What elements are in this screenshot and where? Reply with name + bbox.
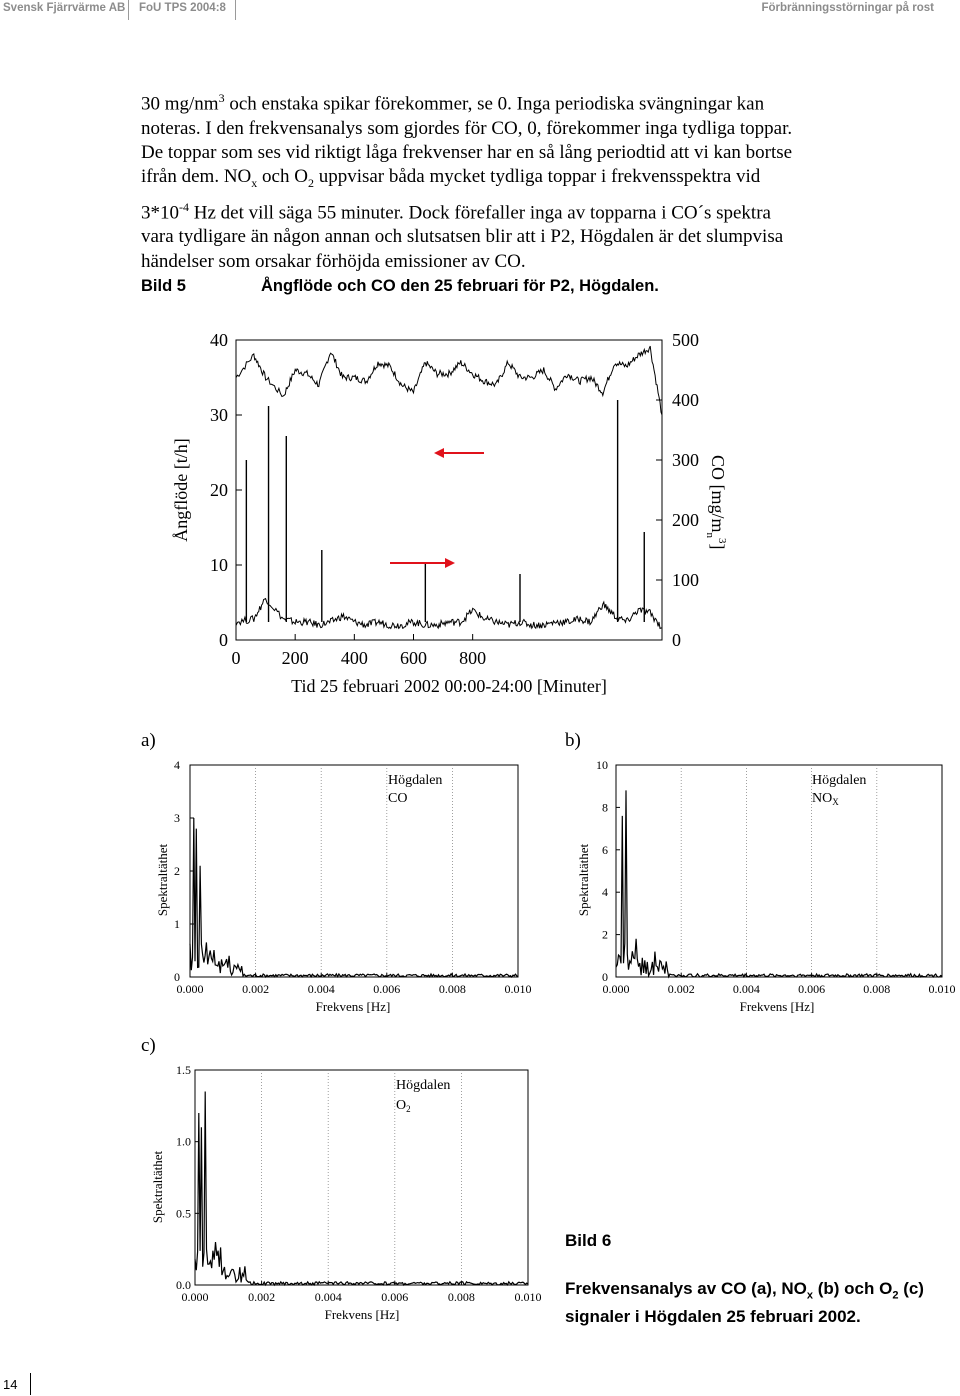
x-tick-label: 0.010 (514, 1290, 542, 1304)
y-tick-label: 4 (174, 758, 180, 772)
series-line-left (236, 346, 662, 415)
y-tick-label: 2 (174, 864, 180, 878)
body-text: 2 (307, 175, 314, 190)
body-text: händelser som orsakar förhöjda emissioner av CO. (141, 250, 526, 272)
y-tick-label: 10 (596, 758, 608, 772)
y-tick-label-right: 400 (672, 390, 699, 410)
spectrum-line (195, 1092, 528, 1286)
body-text: vara tydligare än någon annan och slutsatsen blir att i P2, Högdalen är det slumpvisa (141, 226, 784, 248)
caption-text: 2 (892, 1289, 899, 1302)
caption-text: signaler i Högdalen 25 februari 2002. (565, 1307, 861, 1327)
legend-line2 (812, 791, 839, 807)
x-tick-label: 0.002 (667, 982, 695, 996)
legend-line2-text: O (396, 1098, 407, 1113)
y-tick-label: 1.0 (176, 1134, 191, 1149)
header-org: Svensk Fjärrvärme AB (3, 2, 126, 14)
figure-label: Bild 5 (141, 277, 186, 295)
panel-label-b: b) (565, 730, 581, 751)
y-tick-label: 4 (602, 885, 608, 900)
y-axis-right-label-sup: 3 (716, 538, 728, 544)
x-tick-label: 0.000 (181, 1290, 209, 1304)
body-text: Hz det vill säga 55 minuter. Dock förefaller inga av topparna i CO´s spektra (189, 202, 771, 224)
y-tick-label-left: 0 (219, 630, 228, 650)
body-text: 30 mg/nm (141, 93, 219, 115)
body-text: De toppar som ses vid riktigt låga frekvenser har en så lång periodtid att vi kan bortse (141, 141, 793, 163)
caption-text: (c) (898, 1279, 924, 1298)
series-line-right (236, 599, 662, 629)
y-tick-label-right: 300 (672, 450, 699, 470)
y-tick-label-right: 500 (672, 330, 699, 350)
y-axis-right-label (704, 455, 728, 550)
legend-line1: Högdalen (388, 773, 443, 788)
y-axis-right-label-text: CO [mg/m (708, 455, 728, 533)
x-tick-label: 0.006 (798, 982, 826, 996)
y-tick-label-right: 200 (672, 510, 699, 530)
y-tick-label: 1 (174, 917, 180, 931)
x-tick-label: 800 (459, 648, 487, 668)
x-axis-label: Frekvens [Hz] (315, 999, 391, 1014)
y-tick-label: 1.5 (176, 1063, 191, 1077)
x-tick-label: 0.004 (314, 1290, 342, 1304)
y-tick-label: 0.5 (176, 1206, 191, 1221)
y-tick-label-left: 30 (210, 405, 228, 425)
body-text: och enstaka spikar förekommer, se 0. Inga periodiska svängningar kan (224, 93, 765, 115)
figure-caption (565, 1278, 924, 1328)
caption-text: (b) och O (813, 1279, 893, 1298)
x-axis-label: Frekvens [Hz] (739, 999, 815, 1014)
body-text: -4 (179, 199, 189, 214)
x-tick-label: 0.000 (176, 982, 204, 996)
header-report: FoU TPS 2004:8 (139, 2, 226, 14)
legend-line2 (396, 1098, 411, 1114)
panel-label-a: a) (141, 730, 156, 751)
body-text: 3*10 (141, 202, 179, 224)
x-tick-label: 0.010 (928, 982, 956, 996)
y-tick-label: 6 (602, 842, 608, 857)
arrow-right-icon (390, 558, 455, 568)
y-tick-label: 0.0 (176, 1278, 191, 1292)
x-axis-label: Tid 25 februari 2002 00:00-24:00 [Minuter] (291, 676, 607, 696)
legend-line1: Högdalen (396, 1078, 451, 1093)
y-tick-label-left: 40 (210, 330, 228, 350)
figure-caption: Ångflöde och CO den 25 februari för P2, Högdalen. (261, 277, 659, 295)
x-tick-label: 0.008 (447, 1290, 475, 1304)
plot-frame (195, 1070, 528, 1285)
arrow-left-icon (434, 448, 484, 458)
caption-text: Frekvensanalys av CO (a), NO (565, 1279, 807, 1298)
y-tick-label: 2 (602, 927, 608, 942)
x-tick-label: 0.006 (381, 1290, 409, 1304)
x-tick-label: 0.008 (438, 982, 466, 996)
y-axis-label: Spektraltäthet (150, 1150, 165, 1224)
x-axis-label: Frekvens [Hz] (324, 1307, 400, 1322)
x-tick-label: 600 (400, 648, 427, 668)
spectra-charts (0, 720, 960, 1340)
plot-frame (616, 765, 942, 977)
body-text: x (251, 175, 258, 190)
legend-line2-sub: 2 (406, 1104, 411, 1114)
y-axis-label: Spektraltäthet (576, 843, 591, 917)
x-tick-label: 0.000 (602, 982, 630, 996)
x-tick-label: 0.004 (307, 982, 335, 996)
header-title: Förbränningsstörningar på rost (761, 2, 934, 14)
y-tick-label: 3 (174, 811, 180, 825)
x-tick-label: 0.006 (373, 982, 401, 996)
footer-divider (30, 1373, 31, 1395)
spectrum-line (616, 790, 942, 977)
page-number: 14 (3, 1377, 18, 1392)
spectrum-line (190, 818, 518, 977)
y-axis-label: Spektraltäthet (155, 843, 170, 917)
body-text: uppvisar båda mycket tydliga toppar i frekvensspektra vid (313, 165, 761, 187)
legend-line2-text: NO (812, 791, 833, 806)
y-axis-right-label-sub: n (704, 532, 716, 539)
x-tick-label: 400 (340, 648, 368, 668)
y-tick-label: 8 (602, 800, 608, 815)
x-tick-label: 0.008 (863, 982, 891, 996)
caption-text: x (806, 1289, 814, 1302)
y-tick-label: 0 (174, 970, 180, 984)
y-tick-label-left: 10 (210, 555, 228, 575)
body-text: 3 (218, 91, 225, 105)
body-text: noteras. I den frekvensanalys som gjordes för CO, 0, förekommer inga tydliga toppar. (141, 117, 793, 139)
legend-line1: Högdalen (812, 773, 867, 788)
y-tick-label-right: 100 (672, 570, 699, 590)
y-axis-left-label: Ångflöde [t/h] (171, 438, 191, 542)
legend-line2: CO (388, 791, 408, 806)
x-tick-label: 200 (281, 648, 309, 668)
y-tick-label-left: 20 (210, 480, 228, 500)
y-axis-right-label-end: ] (708, 543, 728, 550)
y-tick-label: 0 (602, 970, 608, 984)
x-tick-label: 0.002 (248, 1290, 276, 1304)
y-tick-label-right: 0 (672, 630, 681, 650)
body-text: och O (257, 165, 308, 187)
body-text: NO (223, 165, 252, 187)
x-tick-label: 0.004 (732, 982, 760, 996)
x-tick-label: 0 (231, 648, 241, 668)
legend-line2-sub: X (832, 797, 839, 807)
x-tick-label: 0.010 (504, 982, 532, 996)
body-text: ifrån dem. (141, 165, 220, 187)
x-tick-label: 0.002 (242, 982, 270, 996)
panel-label-c: c) (141, 1035, 156, 1056)
figure-label: Bild 6 (565, 1231, 612, 1250)
plot-frame (190, 765, 518, 977)
